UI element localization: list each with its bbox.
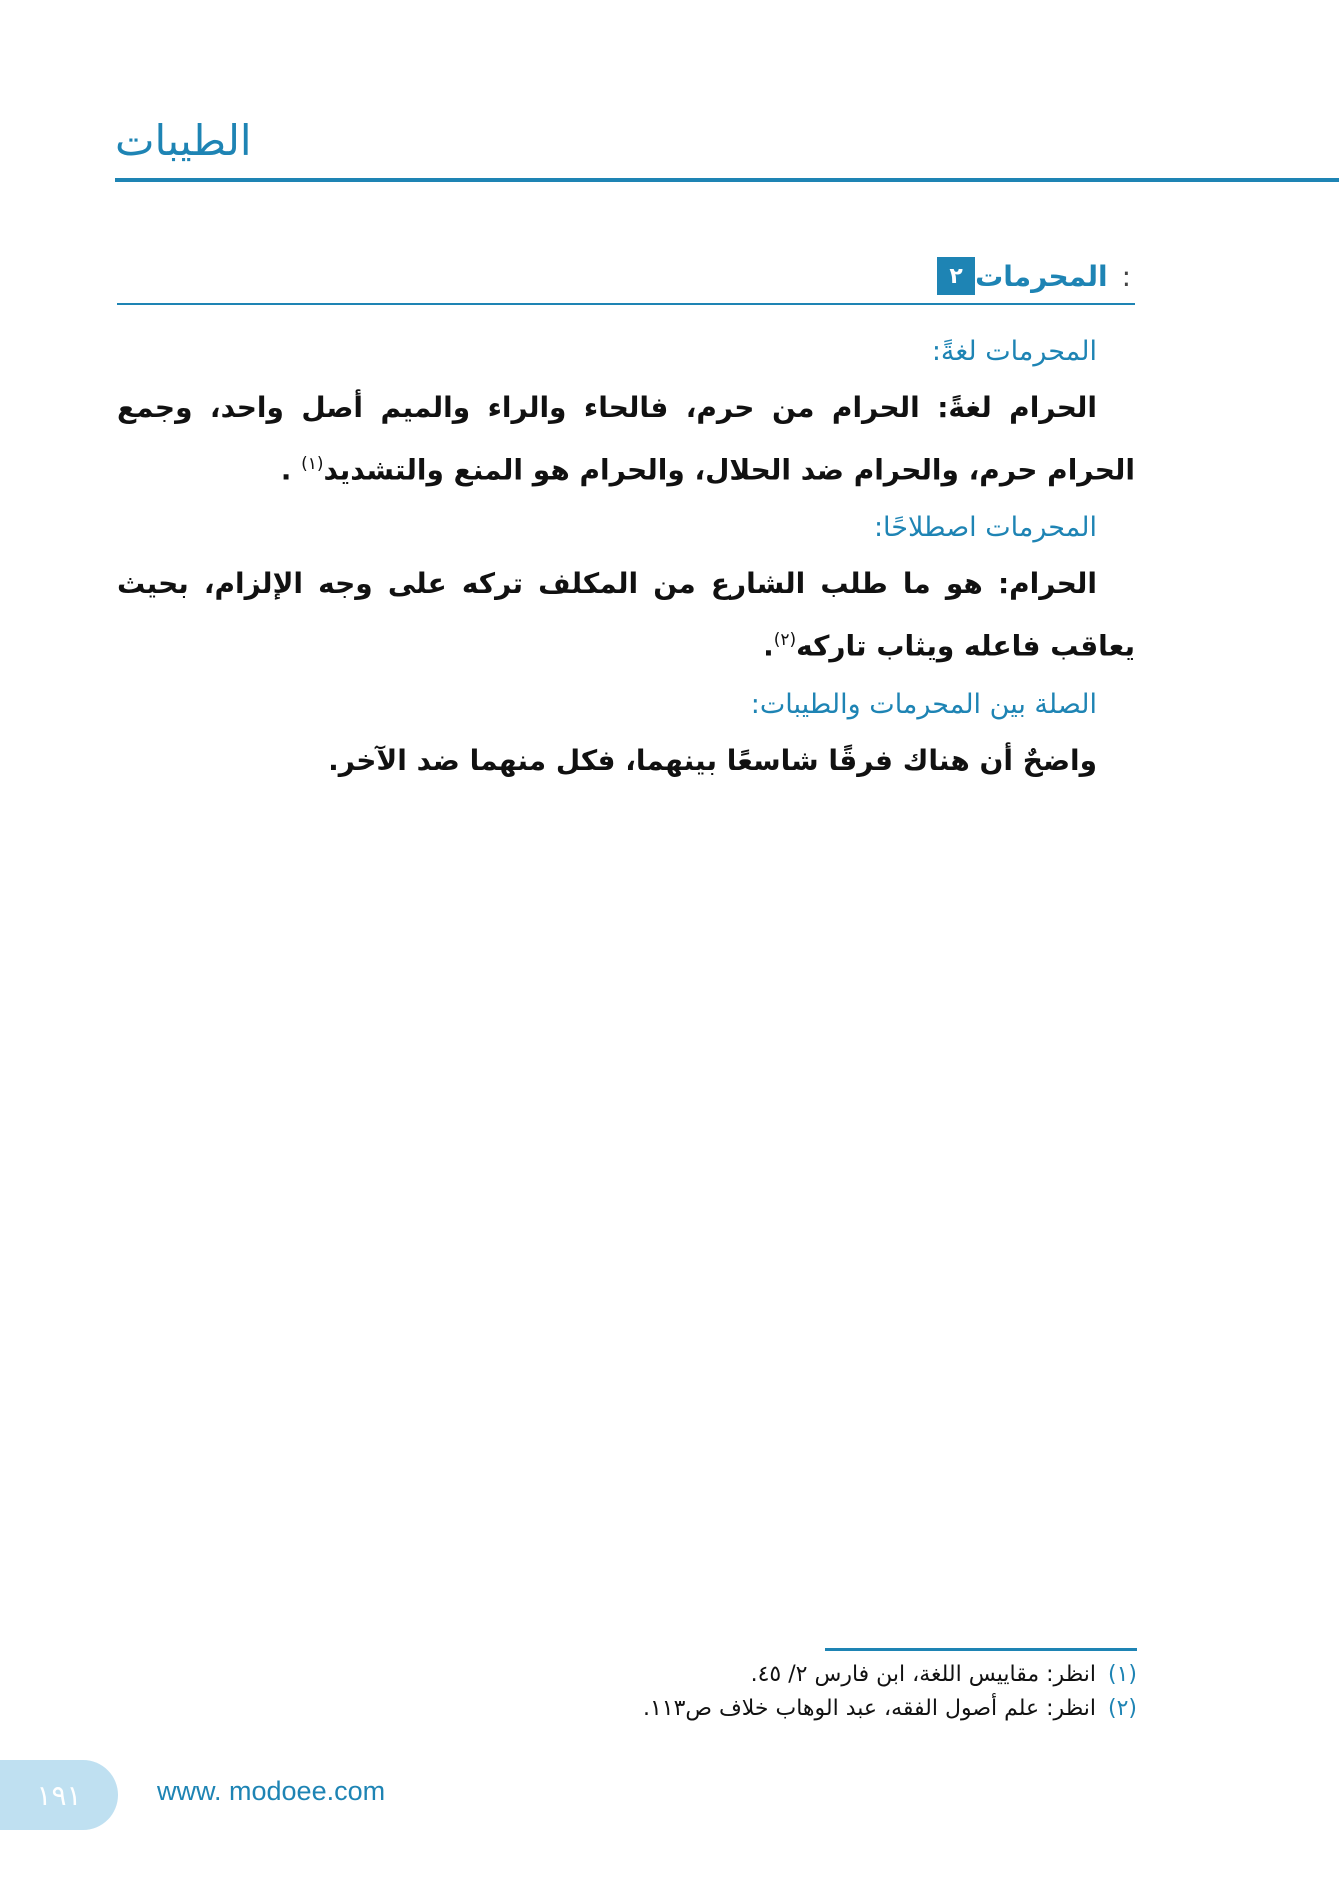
- footnote-rule: [825, 1648, 1137, 1651]
- footnote-ref-1[interactable]: (١): [301, 454, 324, 474]
- footnote-text: انظر: علم أصول الفقه، عبد الوهاب خلاف ص١١٣.: [642, 1696, 1096, 1721]
- technical-end: .: [763, 629, 774, 663]
- main-content: [117, 322, 1135, 793]
- header-rule: [115, 178, 1339, 182]
- relation-heading: الصلة بين المحرمات والطيبات:: [750, 688, 1097, 720]
- technical-text: الحرام: هو ما طلب الشارع من المكلف تركه على وجه الإلزام، بحيث يعاقب فاعله ويثاب تاركه: [117, 567, 1135, 663]
- section-heading: [937, 256, 1135, 296]
- running-title: الطيبات: [115, 116, 252, 165]
- technical-heading: المحرمات اصطلاحًا:: [873, 512, 1097, 544]
- footnote-marker: (٢): [1107, 1696, 1137, 1721]
- section-rule: [117, 303, 1135, 305]
- website-link[interactable]: www. modoee.com: [157, 1776, 386, 1806]
- lexical-end: .: [280, 453, 292, 487]
- footnote-text: انظر: مقاييس اللغة، ابن فارس ٢/ ٤٥.: [750, 1662, 1096, 1687]
- lexical-heading: المحرمات لغةً:: [931, 336, 1097, 367]
- footnote-2: [437, 1692, 1137, 1726]
- footnote-marker: (١): [1107, 1662, 1137, 1687]
- lexical-definition: [117, 380, 1135, 498]
- lexical-text: الحرام لغةً: الحرام من حرم، فالحاء والراء والميم أصل واحد، وجمع الحرام حرم، والحرام ضد الحلال، والحرام هو المنع والتشديد: [117, 391, 1135, 487]
- section-number-badge: ٢: [937, 257, 975, 295]
- section-title-colon: :: [1121, 259, 1131, 293]
- technical-definition: [117, 556, 1135, 674]
- footnotes: [437, 1658, 1137, 1726]
- relation-text: واضحٌ أن هناك فرقًا شاسعًا بينهما، فكل منهما ضد الآخر.: [328, 743, 1097, 777]
- footnote-1: [437, 1658, 1137, 1692]
- page-number-tab: [0, 1760, 118, 1830]
- footnote-ref-2[interactable]: (٢): [773, 630, 797, 651]
- section-title: المحرمات: [975, 259, 1108, 293]
- page-number: ١٩١: [36, 1778, 82, 1812]
